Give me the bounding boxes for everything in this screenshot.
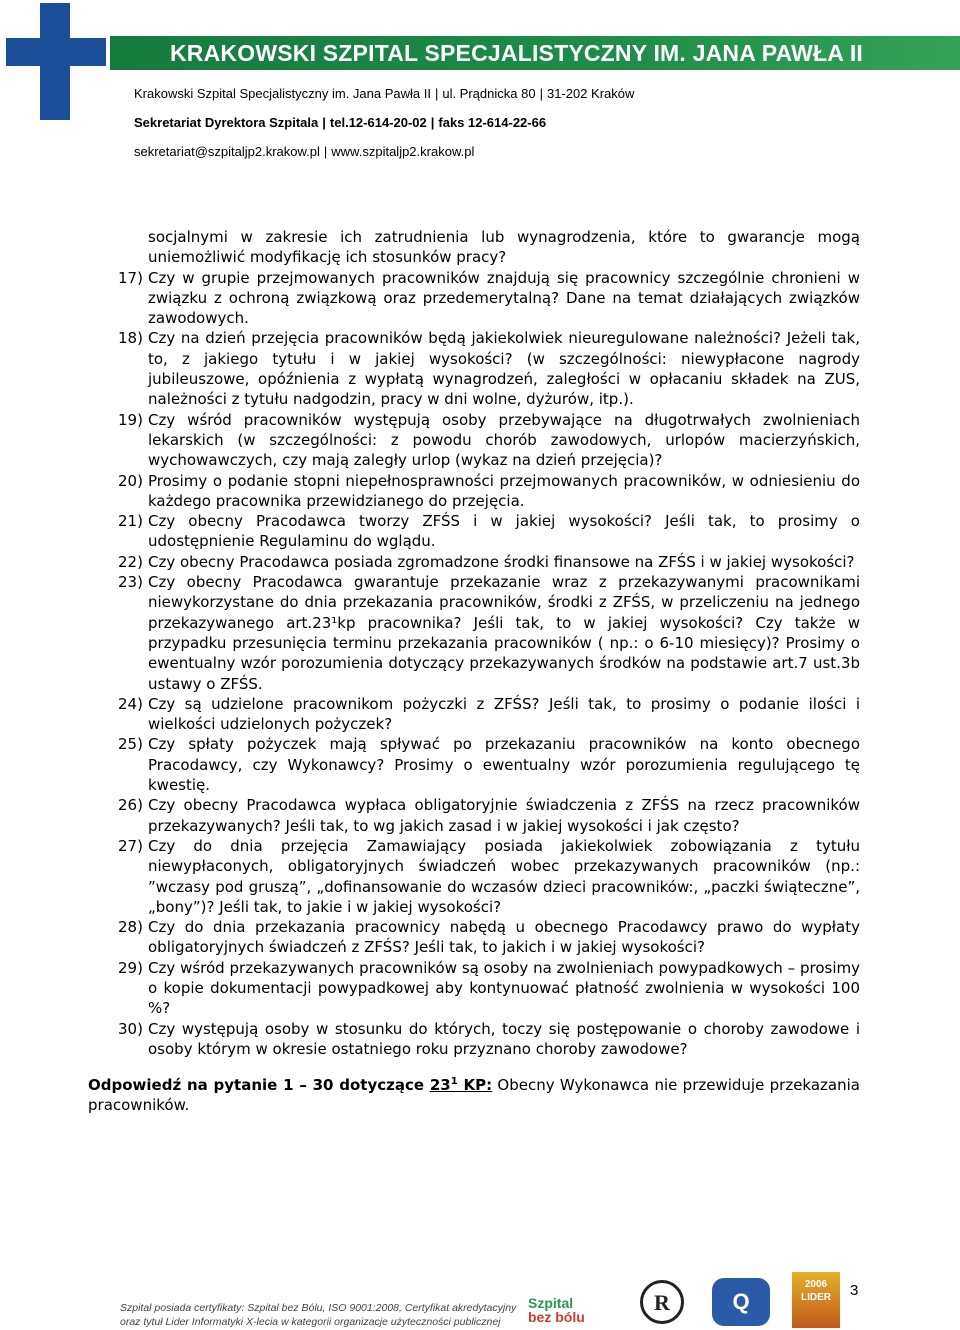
question-item (88, 917, 860, 958)
question-text: Czy obecny Pracodawca wypłaca obligatoryjnie świadczenia z ZFŚS na rzecz pracowników przekazywanych? Jeśli tak, to wg jakich zasad i w jakiej wysokości i jak często? (148, 796, 860, 835)
question-number: 23) (118, 573, 143, 592)
question-text: Czy wśród pracowników występują osoby przebywające na długotrwałych zwolnieniach lekarskich (w szczególności: z powodu chorób zawodowych, urlopów macierzyńskich, wychowawczych, czy mają zaległy urlop (wykaz na dzień przejęcia)? (148, 410, 860, 470)
question-item (88, 268, 860, 329)
answer-article-ref (430, 1076, 492, 1094)
question-item (88, 795, 860, 836)
question-text: Czy obecny Pracodawca gwarantuje przekazanie wraz z przekazywanymi pracownikami niewykorzystane do dnia przekazania pracowników, środki z ZFŚS, w przeliczeniu na jednego przekazywanego art.23¹kp pracownika? Jeśli tak, to w jakiej wysokości? Czy także w przypadku przesunięcia terminu przekazania pracowników ( np.: o 6-10 miesięcy)? Prosimy o ewentualny wzór porozumienia dotyczący przekazywanych środków na podstawie art.7 ust.3b ustawy o ZFŚS. (148, 573, 860, 693)
quality-q-logo: Q (712, 1278, 770, 1326)
secretariat-label: Sekretariat Dyrektora Szpitala (134, 115, 319, 130)
question-item (88, 734, 860, 795)
header-contact-line: Sekretariat Dyrektora Szpitala | tel.12-614-20-02 | faks 12-614-22-66 (134, 115, 547, 130)
question-item (88, 410, 860, 471)
question-item (88, 572, 860, 694)
footer-certificates-line: Szpital posiada certyfikaty: Szpital bez Bólu, ISO 9001:2008, Certyfikat akredytacyjny (120, 1302, 517, 1314)
question-number: 22) (118, 552, 143, 571)
continuation-paragraph: socjalnymi w zakresie ich zatrudnienia lub wynagrodzenia, które to gwarancje mogą uniemożliwić modyfikację ich stosunków pracy? (148, 228, 860, 267)
document-body (88, 227, 860, 1116)
question-item (88, 836, 860, 917)
question-number: 24) (118, 694, 143, 713)
cross-horizontal-bar (6, 38, 106, 66)
svg-text:R: R (654, 1290, 670, 1315)
question-text: Czy do dnia przejęcia Zamawiający posiada jakiekolwiek zobowiązania z tytułu niewypłaconych, obligatoryjnych świadczeń wobec przekazywanych pracowników (np.: ”wczasy pod gruszą”, „dofinansowanie do wczasów dzieci pracowników:, „paczki świąteczne”, „bony”)? Jeśli tak, to jakie i w jakiej wysokości? (148, 836, 860, 916)
article-suffix: KP: (457, 1076, 493, 1095)
fax-number: faks 12-614-22-66 (438, 115, 547, 130)
question-text: Czy obecny Pracodawca tworzy ZFŚS i w jakiej wysokości? Jeśli tak, to prosimy o udostępnienie Regulaminu do wglądu. (148, 512, 860, 551)
question-number: 28) (118, 918, 143, 937)
question-number: 21) (118, 512, 143, 531)
header-web-line: sekretariat@szpitaljp2.krakow.pl | www.szpitaljp2.krakow.pl (134, 144, 475, 159)
page-number: 3 (850, 1282, 859, 1299)
article-superscript: 1 (450, 1076, 458, 1088)
article-number: 23 (429, 1076, 451, 1095)
header-banner: KRAKOWSKI SZPITAL SPECJALISTYCZNY IM. JANA PAWŁA II (110, 36, 960, 70)
question-text: Czy występują osoby w stosunku do których, toczy się postępowanie o choroby zawodowe i osoby którym w okresie ostatniego roku przyznano choroby zawodowe? (148, 1019, 860, 1058)
question-item (88, 552, 860, 572)
logo-szpital-text: Szpital (528, 1295, 574, 1311)
question-text: Czy wśród przekazywanych pracowników są osoby na zwolnieniach powypadkowych – prosimy o kopie dokumentacji powypadkowej aby kontynuować płatność zwolnienia w wysokości 100 %? (148, 958, 860, 1018)
question-text: Czy na dzień przejęcia pracowników będą jakiekolwiek nieuregulowane należności? Jeżeli tak, to, z jakiego tytułu i w jakiej wysokości? (w szczególności: niewypłacone nagrody jubileuszowe, opóźnienia z wypłatą wynagrodzeń, zaległości w opłacaniu składek na ZUS, należności z tytułu nadgodzin, pracy w dni wolne, dyżurów, itp.). (148, 329, 860, 409)
question-text: Czy do dnia przekazania pracownicy nabędą u obecnego Pracodawcy prawo do wypłaty obligatoryjnych świadczeń z ZFŚS? Jeśli tak, to jakich i w jakiej wysokości? (148, 918, 860, 957)
question-item (88, 958, 860, 1019)
question-item (88, 328, 860, 409)
header-address-line: Krakowski Szpital Specjalistyczny im. Jana Pawła II | ul. Prądnicka 80 | 31-202 Kraków (134, 86, 635, 101)
question-list (88, 268, 860, 1060)
address-city: 31-202 Kraków (546, 86, 635, 101)
szpital-bez-bolu-logo (528, 1296, 585, 1324)
question-number: 18) (118, 329, 143, 348)
question-text: Czy spłaty pożyczek mają spływać po przekazaniu pracowników na konto obecnego Pracodawcy, czy Wykonawcy? Prosimy o ewentualny wzór porozumienia regulującego tę kwestię. (148, 735, 860, 795)
question-item (88, 511, 860, 552)
answer-lead: Odpowiedź na pytanie 1 – 30 dotyczące (88, 1076, 430, 1095)
phone-number: tel.12-614-20-02 (329, 115, 427, 130)
question-text: Czy w grupie przejmowanych pracowników znajdują się pracownicy szczególnie chronieni w związku z ochroną związkową oraz przedemerytalną? Dane na temat działających związków zawodowych. (148, 268, 860, 328)
question-number: 17) (118, 268, 143, 287)
question-number: 30) (118, 1019, 143, 1038)
question-number: 26) (118, 796, 143, 815)
certification-seal-icon (640, 1280, 684, 1324)
question-text: Prosimy o podanie stopni niepełnosprawności przejmowanych pracowników, w odniesieniu do każdego pracownika przewidzianego do przejęcia. (148, 471, 860, 510)
question-number: 20) (118, 471, 143, 490)
question-item (88, 471, 860, 512)
question-text: Czy są udzielone pracownikom pożyczki z ZFŚS? Jeśli tak, to prosimy o podanie ilości i wielkości udzielonych pożyczek? (148, 694, 860, 734)
lider-title: LIDER (801, 1292, 831, 1303)
question-number: 19) (118, 410, 143, 429)
address-name: Krakowski Szpital Specjalistyczny im. Jana Pawła II (134, 86, 431, 101)
logo-bezbolu-text: bez bólu (528, 1309, 585, 1325)
email-link[interactable]: sekretariat@szpitaljp2.krakow.pl (134, 144, 320, 159)
question-item (88, 1019, 860, 1060)
address-street: ul. Prądnicka 80 (442, 86, 536, 101)
footer-award-line: oraz tytuł Lider Informatyki X-lecia w kategorii organizacje użyteczności publicznej (120, 1316, 501, 1328)
answer-text: Obecny Wykonawca nie przewiduje przekazania pracowników. (88, 1076, 860, 1115)
answer-paragraph (88, 1072, 860, 1116)
website-link[interactable]: www.szpitaljp2.krakow.pl (331, 144, 475, 159)
lider-year: 2006 (804, 1279, 828, 1290)
question-number: 27) (118, 836, 143, 855)
question-number: 29) (118, 958, 143, 977)
question-item (88, 694, 860, 735)
lider-award-logo (792, 1272, 840, 1328)
question-number: 25) (118, 735, 143, 754)
question-text: Czy obecny Pracodawca posiada zgromadzone środki finansowe na ZFŚS i w jakiej wysokości? (148, 552, 855, 571)
